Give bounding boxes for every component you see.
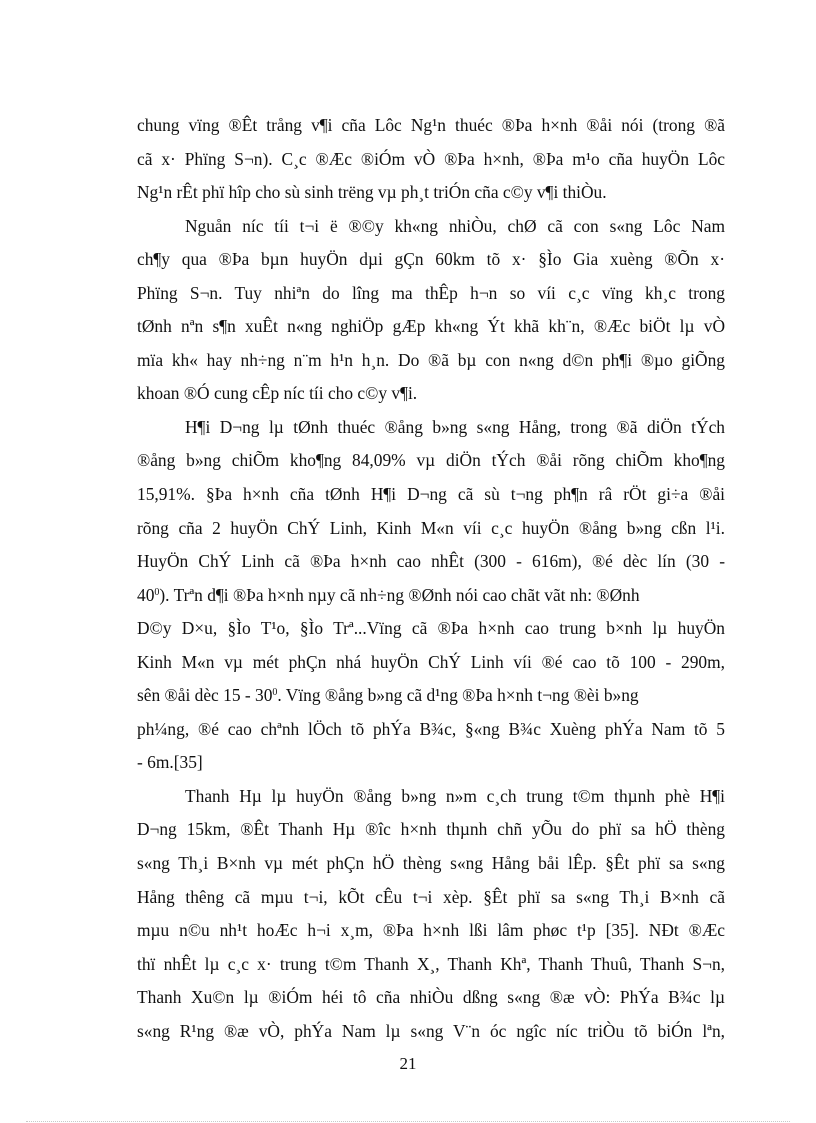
paragraph-line: Phïng S¬n. Tuy nhiªn do lîng ma thÊp h¬n so víi c¸c vïng kh¸c trong [137,282,725,303]
paragraph-line: mµu n©u nh¹t hoÆc h¬i x¸m, ®Þa h×nh lßi lâm phøc t¹p [35]. NÐt ®Æc [137,920,725,941]
page-number: 21 [399,1054,417,1073]
body-text [137,109,725,1048]
paragraph-line: - 6m.[35] [137,752,203,773]
paragraph-line: HuyÖn ChÝ Linh cã ®Þa h×nh cao nhÊt (300 - 616m), ®é dèc lín (30 - [137,551,725,572]
superscript-degree: 0 [272,687,278,699]
paragraph-line: khoan ®Ó cung cÊp níc tíi cho c©y v¶i. [137,383,418,404]
paragraph-line [137,679,725,713]
text-fragment: sên ®åi dèc 15 - 30 [137,685,273,706]
paragraph-line: ph¼ng, ®é cao chªnh lÖch tõ phÝa B¾c, §«ng B¾c Xuèng phÝa Nam tõ 5 [137,718,725,739]
text-fragment: ). Trªn d¶i ®Þa h×nh nµy cã nh÷ng ®Ønh nói cao chãt vãt nh: ®Ønh [159,584,640,605]
text-fragment: 40 [137,584,155,605]
page-bottom-divider [26,1121,790,1122]
paragraph-line: ®ång b»ng chiÕm kho¶ng 84,09% vµ diÖn tÝch ®åi rõng chiÕm kho¶ng [137,450,725,471]
paragraph-line: Thanh Hµ lµ huyÖn ®ång b»ng n»m c¸ch trung t©m thµnh phè H¶i [185,785,725,806]
paragraph-line: Ng¹n rÊt phï hîp cho sù sinh trëng vµ ph¸t triÓn cña c©y v¶i thiÒu. [137,182,607,203]
paragraph-line: D©y D×u, §Ìo T¹o, §Ìo Trª...Vïng cã ®Þa h×nh cao trung b×nh lµ huyÖn [137,618,725,639]
paragraph-line: mïa kh« hay nh÷ng n¨m h¹n h¸n. Do ®ã bµ con n«ng d©n ph¶i ®µo giÕng [137,349,725,370]
paragraph-line: tØnh nªn s¶n xuÊt n«ng nghiÖp gÆp kh«ng Ýt khã kh¨n, ®Æc biÖt lµ vÒ [137,316,725,337]
paragraph-line [137,579,725,613]
paragraph-line: ch¶y qua ®Þa bµn huyÖn dµi gÇn 60km tõ x· §Ìo Gia xuèng ®Õn x· [137,249,725,270]
paragraph-line: D¬ng 15km, ®Êt Thanh Hµ ®îc h×nh thµnh chñ yÕu do phï sa hÖ thèng [137,819,725,840]
paragraph-line: thï nhÊt lµ c¸c x· trung t©m Thanh X¸, Thanh Khª, Thanh Thuû, Thanh S¬n, [137,953,725,974]
superscript-degree: 0 [154,586,160,598]
paragraph-line: Hång thêng cã mµu t¬i, kÕt cÊu t¬i xèp. §Êt phï sa s«ng Th¸i B×nh cã [137,886,725,907]
paragraph-line: s«ng R¹ng ®æ vÒ, phÝa Nam lµ s«ng V¨n óc ngîc níc triÒu tõ biÓn lªn, [137,1020,725,1041]
paragraph-line: cã x· Phïng S¬n). C¸c ®Æc ®iÓm vÒ ®Þa h×nh, ®Þa m¹o cña huyÖn Lôc [137,148,725,169]
paragraph-line: Thanh Xu©n lµ ®iÓm héi tô cña nhiÒu dßng s«ng ®æ vÒ: PhÝa B¾c lµ [137,987,725,1008]
paragraph-line: 15,91%. §Þa h×nh cña tØnh H¶i D¬ng cã sù t¬ng ph¶n râ rÖt gi÷a ®åi [137,484,725,505]
text-fragment: . Vïng ®ång b»ng cã d¹ng ®Þa h×nh t¬ng ®èi b»ng [277,685,639,706]
paragraph-line: chung vïng ®Êt trång v¶i cña Lôc Ng¹n thuéc ®Þa h×nh ®åi nói (trong ®ã [137,115,725,135]
paragraph-line: s«ng Th¸i B×nh vµ mét phÇn hÖ thèng s«ng Hång båi lÊp. §Êt phï sa s«ng [137,853,725,874]
paragraph-line: Kinh M«n vµ mét phÇn nhá huyÖn ChÝ Linh víi ®é cao tõ 100 - 290m, [137,651,725,672]
paragraph-line: H¶i D¬ng lµ tØnh thuéc ®ång b»ng s«ng Hång, trong ®ã diÖn tÝch [185,416,725,437]
paragraph-line: rõng cña 2 huyÖn ChÝ Linh, Kinh M«n víi c¸c huyÖn ®ång b»ng cßn l¹i. [137,517,725,538]
paragraph-line: Nguån níc tíi t¬i ë ®©y kh«ng nhiÒu, chØ cã con s«ng Lôc Nam [185,215,725,236]
